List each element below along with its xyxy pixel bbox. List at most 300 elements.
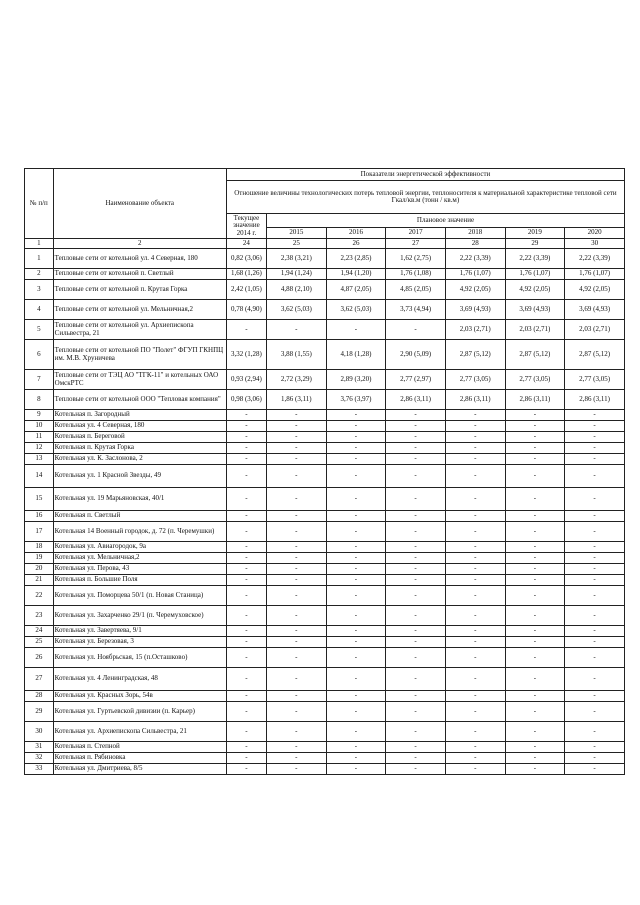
table-row [25, 488, 625, 511]
current-value: - [226, 432, 266, 443]
table-row [25, 564, 625, 575]
current-value: - [226, 722, 266, 742]
planned-value: - [267, 488, 327, 511]
planned-value: - [326, 764, 386, 775]
planned-value: - [267, 606, 327, 626]
planned-value: - [267, 691, 327, 702]
planned-value: 1,94 (1,24) [267, 269, 327, 280]
planned-value: - [267, 764, 327, 775]
current-value: - [226, 586, 266, 606]
object-name: Тепловые сети от котельной ПО "Полет" ФГУП ГКНПЦ им. М.В. Хруничева [53, 340, 226, 370]
row-number: 6 [25, 340, 54, 370]
planned-value: 3,76 (3,97) [326, 390, 386, 410]
planned-value: - [445, 691, 505, 702]
planned-value: - [386, 421, 446, 432]
row-number: 33 [25, 764, 54, 775]
table-row [25, 320, 625, 340]
planned-value: - [267, 553, 327, 564]
planned-value: - [267, 702, 327, 722]
object-name: Тепловые сети от котельной ул. Мельничная,2 [53, 300, 226, 320]
table-row [25, 691, 625, 702]
column-number: 28 [445, 239, 505, 249]
planned-value: 2,90 (5,09) [386, 340, 446, 370]
row-number: 24 [25, 626, 54, 637]
column-number: 1 [25, 239, 54, 249]
planned-value: - [505, 465, 565, 488]
planned-value: 1,62 (2,75) [386, 249, 446, 269]
current-value: 2,42 (1,05) [226, 280, 266, 300]
planned-value: - [565, 742, 625, 753]
planned-value: - [445, 465, 505, 488]
object-name: Котельная ул. Завертяева, 9/1 [53, 626, 226, 637]
current-value: - [226, 637, 266, 648]
row-number: 22 [25, 586, 54, 606]
planned-value: 2,22 (3,39) [445, 249, 505, 269]
planned-value: - [505, 488, 565, 511]
planned-value: - [267, 542, 327, 553]
planned-value: - [505, 511, 565, 522]
row-number: 23 [25, 606, 54, 626]
planned-value: - [505, 553, 565, 564]
planned-value: - [565, 637, 625, 648]
object-name: Котельная ул. Мельничная,2 [53, 553, 226, 564]
current-value: - [226, 410, 266, 421]
planned-value: - [267, 443, 327, 454]
planned-value: 3,88 (1,55) [267, 340, 327, 370]
row-number: 17 [25, 522, 54, 542]
row-number: 28 [25, 691, 54, 702]
planned-value: 2,86 (3,11) [445, 390, 505, 410]
planned-value: - [565, 753, 625, 764]
planned-value: - [326, 465, 386, 488]
planned-value: - [445, 522, 505, 542]
planned-value: - [565, 702, 625, 722]
row-number: 31 [25, 742, 54, 753]
planned-value: - [565, 465, 625, 488]
planned-value: - [267, 626, 327, 637]
planned-value: 2,89 (3,20) [326, 370, 386, 390]
row-number: 11 [25, 432, 54, 443]
planned-value: - [326, 542, 386, 553]
planned-value: 3,62 (5,03) [267, 300, 327, 320]
table-row [25, 586, 625, 606]
table-row [25, 764, 625, 775]
planned-value: - [386, 648, 446, 668]
header-year: 2018 [445, 228, 505, 239]
planned-value: - [267, 722, 327, 742]
table-row [25, 522, 625, 542]
planned-value: - [505, 742, 565, 753]
current-value: 0,82 (3,06) [226, 249, 266, 269]
planned-value: 2,86 (3,11) [386, 390, 446, 410]
row-number: 1 [25, 249, 54, 269]
planned-value: - [386, 586, 446, 606]
table-row [25, 742, 625, 753]
planned-value: - [326, 443, 386, 454]
planned-value: - [386, 764, 446, 775]
planned-value: - [505, 586, 565, 606]
planned-value: 2,77 (3,05) [565, 370, 625, 390]
planned-value: - [445, 648, 505, 668]
planned-value: - [326, 722, 386, 742]
planned-value: 2,87 (5,12) [445, 340, 505, 370]
planned-value: 3,62 (5,03) [326, 300, 386, 320]
planned-value: - [505, 421, 565, 432]
table-row [25, 454, 625, 465]
planned-value: - [267, 511, 327, 522]
current-value: - [226, 691, 266, 702]
planned-value: - [326, 606, 386, 626]
planned-value: 2,03 (2,71) [505, 320, 565, 340]
header-object-name: Наименование объекта [53, 169, 226, 239]
planned-value: - [326, 488, 386, 511]
column-number: 27 [386, 239, 446, 249]
planned-value: - [565, 511, 625, 522]
row-number: 30 [25, 722, 54, 742]
row-number: 25 [25, 637, 54, 648]
energy-efficiency-table [24, 168, 625, 775]
planned-value: - [326, 575, 386, 586]
row-number: 14 [25, 465, 54, 488]
planned-value: - [505, 522, 565, 542]
planned-value: - [505, 668, 565, 691]
object-name: Котельная ул. Авиагородок, 9а [53, 542, 226, 553]
planned-value: 3,73 (4,94) [386, 300, 446, 320]
planned-value: - [565, 454, 625, 465]
row-number: 7 [25, 370, 54, 390]
planned-value: - [267, 522, 327, 542]
header-number: № п/п [25, 169, 54, 239]
planned-value: - [386, 637, 446, 648]
planned-value: 2,03 (2,71) [565, 320, 625, 340]
planned-value: 2,77 (3,05) [445, 370, 505, 390]
header-current-value: Текущее значение 2014 г. [226, 214, 266, 239]
table-row [25, 269, 625, 280]
planned-value: - [267, 432, 327, 443]
header-indicator: Отношение величины технологических потерь тепловой энергии, теплоносителя к материальной характеристике тепловой сети Гкал/кв.м (тонн / кв.м) [226, 181, 624, 214]
planned-value: 2,72 (3,29) [267, 370, 327, 390]
planned-value: - [445, 511, 505, 522]
row-number: 12 [25, 443, 54, 454]
planned-value: - [267, 668, 327, 691]
current-value: 0,98 (3,06) [226, 390, 266, 410]
header-year: 2020 [565, 228, 625, 239]
planned-value: - [326, 626, 386, 637]
planned-value: - [386, 742, 446, 753]
planned-value: - [565, 722, 625, 742]
planned-value: - [565, 764, 625, 775]
planned-value: - [445, 742, 505, 753]
planned-value: - [505, 764, 565, 775]
planned-value: - [505, 575, 565, 586]
planned-value: - [505, 432, 565, 443]
planned-value: - [267, 648, 327, 668]
row-number: 21 [25, 575, 54, 586]
planned-value: - [267, 575, 327, 586]
current-value: - [226, 454, 266, 465]
planned-value: - [505, 454, 565, 465]
object-name: Тепловые сети от котельной п. Светлый [53, 269, 226, 280]
planned-value: 2,86 (3,11) [505, 390, 565, 410]
row-number: 18 [25, 542, 54, 553]
planned-value: - [386, 606, 446, 626]
column-number: 29 [505, 239, 565, 249]
object-name: Тепловые сети от котельной ООО "Тепловая компания" [53, 390, 226, 410]
planned-value: - [505, 753, 565, 764]
current-value: - [226, 753, 266, 764]
planned-value: - [386, 443, 446, 454]
planned-value: 3,69 (4,93) [445, 300, 505, 320]
current-value: 3,32 (1,28) [226, 340, 266, 370]
planned-value: - [386, 702, 446, 722]
object-name: Тепловые сети от котельной п. Крутая Горка [53, 280, 226, 300]
planned-value: - [326, 320, 386, 340]
planned-value: 2,22 (3,39) [505, 249, 565, 269]
column-number: 25 [267, 239, 327, 249]
planned-value: - [386, 542, 446, 553]
row-number: 15 [25, 488, 54, 511]
table-row [25, 249, 625, 269]
planned-value: - [445, 553, 505, 564]
planned-value: 3,69 (4,93) [505, 300, 565, 320]
table-row [25, 511, 625, 522]
planned-value: - [505, 542, 565, 553]
planned-value: 2,86 (3,11) [565, 390, 625, 410]
planned-value: - [565, 522, 625, 542]
planned-value: - [505, 648, 565, 668]
planned-value: - [386, 691, 446, 702]
table-row [25, 648, 625, 668]
column-number: 24 [226, 239, 266, 249]
planned-value: 4,92 (2,05) [505, 280, 565, 300]
planned-value: - [386, 454, 446, 465]
current-value: - [226, 668, 266, 691]
planned-value: - [326, 564, 386, 575]
planned-value: - [267, 753, 327, 764]
table-row [25, 702, 625, 722]
planned-value: - [445, 410, 505, 421]
planned-value: - [565, 542, 625, 553]
row-number: 26 [25, 648, 54, 668]
planned-value: - [445, 702, 505, 722]
planned-value: - [445, 722, 505, 742]
planned-value: - [326, 421, 386, 432]
table-row [25, 443, 625, 454]
planned-value: - [445, 443, 505, 454]
current-value: - [226, 626, 266, 637]
header-year: 2015 [267, 228, 327, 239]
planned-value: - [445, 606, 505, 626]
planned-value: - [326, 742, 386, 753]
row-number: 8 [25, 390, 54, 410]
planned-value: - [445, 488, 505, 511]
object-name: Котельная ул. Перова, 43 [53, 564, 226, 575]
table-row [25, 722, 625, 742]
planned-value: - [326, 511, 386, 522]
row-number: 29 [25, 702, 54, 722]
planned-value: - [565, 626, 625, 637]
planned-value: - [445, 637, 505, 648]
object-name: Котельная п. Загородный [53, 410, 226, 421]
planned-value: - [565, 691, 625, 702]
header-planned-value: Плановое значение [267, 214, 625, 228]
current-value: - [226, 648, 266, 668]
table-row [25, 300, 625, 320]
table-row [25, 542, 625, 553]
planned-value: - [386, 511, 446, 522]
planned-value: 1,86 (3,11) [267, 390, 327, 410]
column-number: 30 [565, 239, 625, 249]
planned-value: - [326, 753, 386, 764]
header-indicator-group: Показатели энергетической эффективности [226, 169, 624, 181]
object-name: Котельная ул. Дмитриева, 8/5 [53, 764, 226, 775]
planned-value: - [386, 575, 446, 586]
planned-value: - [267, 454, 327, 465]
header-year: 2017 [386, 228, 446, 239]
planned-value: - [565, 410, 625, 421]
planned-value: - [386, 488, 446, 511]
object-name: Котельная ул. 1 Красной Звезды, 49 [53, 465, 226, 488]
planned-value: - [267, 637, 327, 648]
planned-value: - [386, 320, 446, 340]
planned-value: - [565, 606, 625, 626]
planned-value: - [386, 626, 446, 637]
current-value: - [226, 542, 266, 553]
planned-value: 2,23 (2,85) [326, 249, 386, 269]
current-value: - [226, 488, 266, 511]
planned-value: 3,69 (4,93) [565, 300, 625, 320]
table-row [25, 340, 625, 370]
planned-value: - [445, 542, 505, 553]
row-number: 20 [25, 564, 54, 575]
object-name: Котельная ул. 19 Марьяновская, 40/1 [53, 488, 226, 511]
planned-value: - [445, 586, 505, 606]
current-value: 0,93 (2,94) [226, 370, 266, 390]
table-row [25, 280, 625, 300]
planned-value: - [267, 586, 327, 606]
object-name: Котельная ул. Архиепископа Сильвестра, 21 [53, 722, 226, 742]
current-value: - [226, 553, 266, 564]
planned-value: - [386, 432, 446, 443]
current-value: - [226, 511, 266, 522]
object-name: Котельная ул. Захарченко 29/1 (п. Черемуховское) [53, 606, 226, 626]
planned-value: 1,76 (1,08) [386, 269, 446, 280]
row-number: 13 [25, 454, 54, 465]
current-value: - [226, 320, 266, 340]
planned-value: - [326, 454, 386, 465]
planned-value: - [267, 320, 327, 340]
object-name: Тепловые сети от котельной ул. Архиепископа Сильвестра, 21 [53, 320, 226, 340]
planned-value: - [326, 691, 386, 702]
object-name: Котельная ул. К. Заслонова, 2 [53, 454, 226, 465]
table-row [25, 390, 625, 410]
planned-value: 1,76 (1,07) [565, 269, 625, 280]
planned-value: - [565, 564, 625, 575]
row-number: 9 [25, 410, 54, 421]
planned-value: - [386, 722, 446, 742]
planned-value: - [565, 432, 625, 443]
row-number: 27 [25, 668, 54, 691]
row-number: 16 [25, 511, 54, 522]
planned-value: - [326, 586, 386, 606]
current-value: - [226, 443, 266, 454]
row-number: 32 [25, 753, 54, 764]
planned-value: - [386, 410, 446, 421]
table-row [25, 637, 625, 648]
table-row [25, 606, 625, 626]
row-number: 19 [25, 553, 54, 564]
object-name: Котельная п. Большие Поля [53, 575, 226, 586]
object-name: Котельная ул. Гуртьевской дивизии (п. Карьер) [53, 702, 226, 722]
planned-value: - [445, 421, 505, 432]
planned-value: - [326, 522, 386, 542]
planned-value: - [505, 626, 565, 637]
object-name: Тепловые сети от котельной ул. 4 Северная, 180 [53, 249, 226, 269]
planned-value: - [386, 522, 446, 542]
current-value: - [226, 465, 266, 488]
planned-value: - [326, 668, 386, 691]
object-name: Котельная ул. Поморцева 50/1 (п. Новая Станица) [53, 586, 226, 606]
object-name: Котельная п. Береговой [53, 432, 226, 443]
current-value: - [226, 522, 266, 542]
planned-value: - [565, 488, 625, 511]
planned-value: 4,87 (2,05) [326, 280, 386, 300]
planned-value: - [505, 410, 565, 421]
planned-value: - [267, 410, 327, 421]
planned-value: 2,87 (5,12) [565, 340, 625, 370]
planned-value: 4,18 (1,28) [326, 340, 386, 370]
column-number: 2 [53, 239, 226, 249]
planned-value: 1,76 (1,07) [505, 269, 565, 280]
planned-value: - [326, 410, 386, 421]
planned-value: 2,77 (3,05) [505, 370, 565, 390]
planned-value: - [267, 421, 327, 432]
planned-value: - [505, 606, 565, 626]
current-value: - [226, 575, 266, 586]
planned-value: - [565, 668, 625, 691]
planned-value: - [445, 668, 505, 691]
planned-value: - [565, 443, 625, 454]
planned-value: - [445, 564, 505, 575]
row-number: 3 [25, 280, 54, 300]
table-row [25, 575, 625, 586]
header-year: 2019 [505, 228, 565, 239]
planned-value: - [505, 443, 565, 454]
planned-value: 1,94 (1,20) [326, 269, 386, 280]
planned-value: - [445, 432, 505, 443]
planned-value: 2,38 (3,21) [267, 249, 327, 269]
planned-value: - [505, 722, 565, 742]
planned-value: - [267, 465, 327, 488]
table-row [25, 465, 625, 488]
planned-value: - [326, 648, 386, 668]
planned-value: - [326, 553, 386, 564]
planned-value: 4,92 (2,05) [445, 280, 505, 300]
planned-value: - [505, 691, 565, 702]
planned-value: - [565, 421, 625, 432]
planned-value: - [326, 432, 386, 443]
planned-value: - [445, 764, 505, 775]
planned-value: 2,03 (2,71) [445, 320, 505, 340]
planned-value: 2,22 (3,39) [565, 249, 625, 269]
table-row [25, 753, 625, 764]
planned-value: 2,77 (2,97) [386, 370, 446, 390]
planned-value: 1,76 (1,07) [445, 269, 505, 280]
current-value: 1,68 (1,26) [226, 269, 266, 280]
table-row [25, 370, 625, 390]
planned-value: - [565, 586, 625, 606]
planned-value: - [445, 575, 505, 586]
